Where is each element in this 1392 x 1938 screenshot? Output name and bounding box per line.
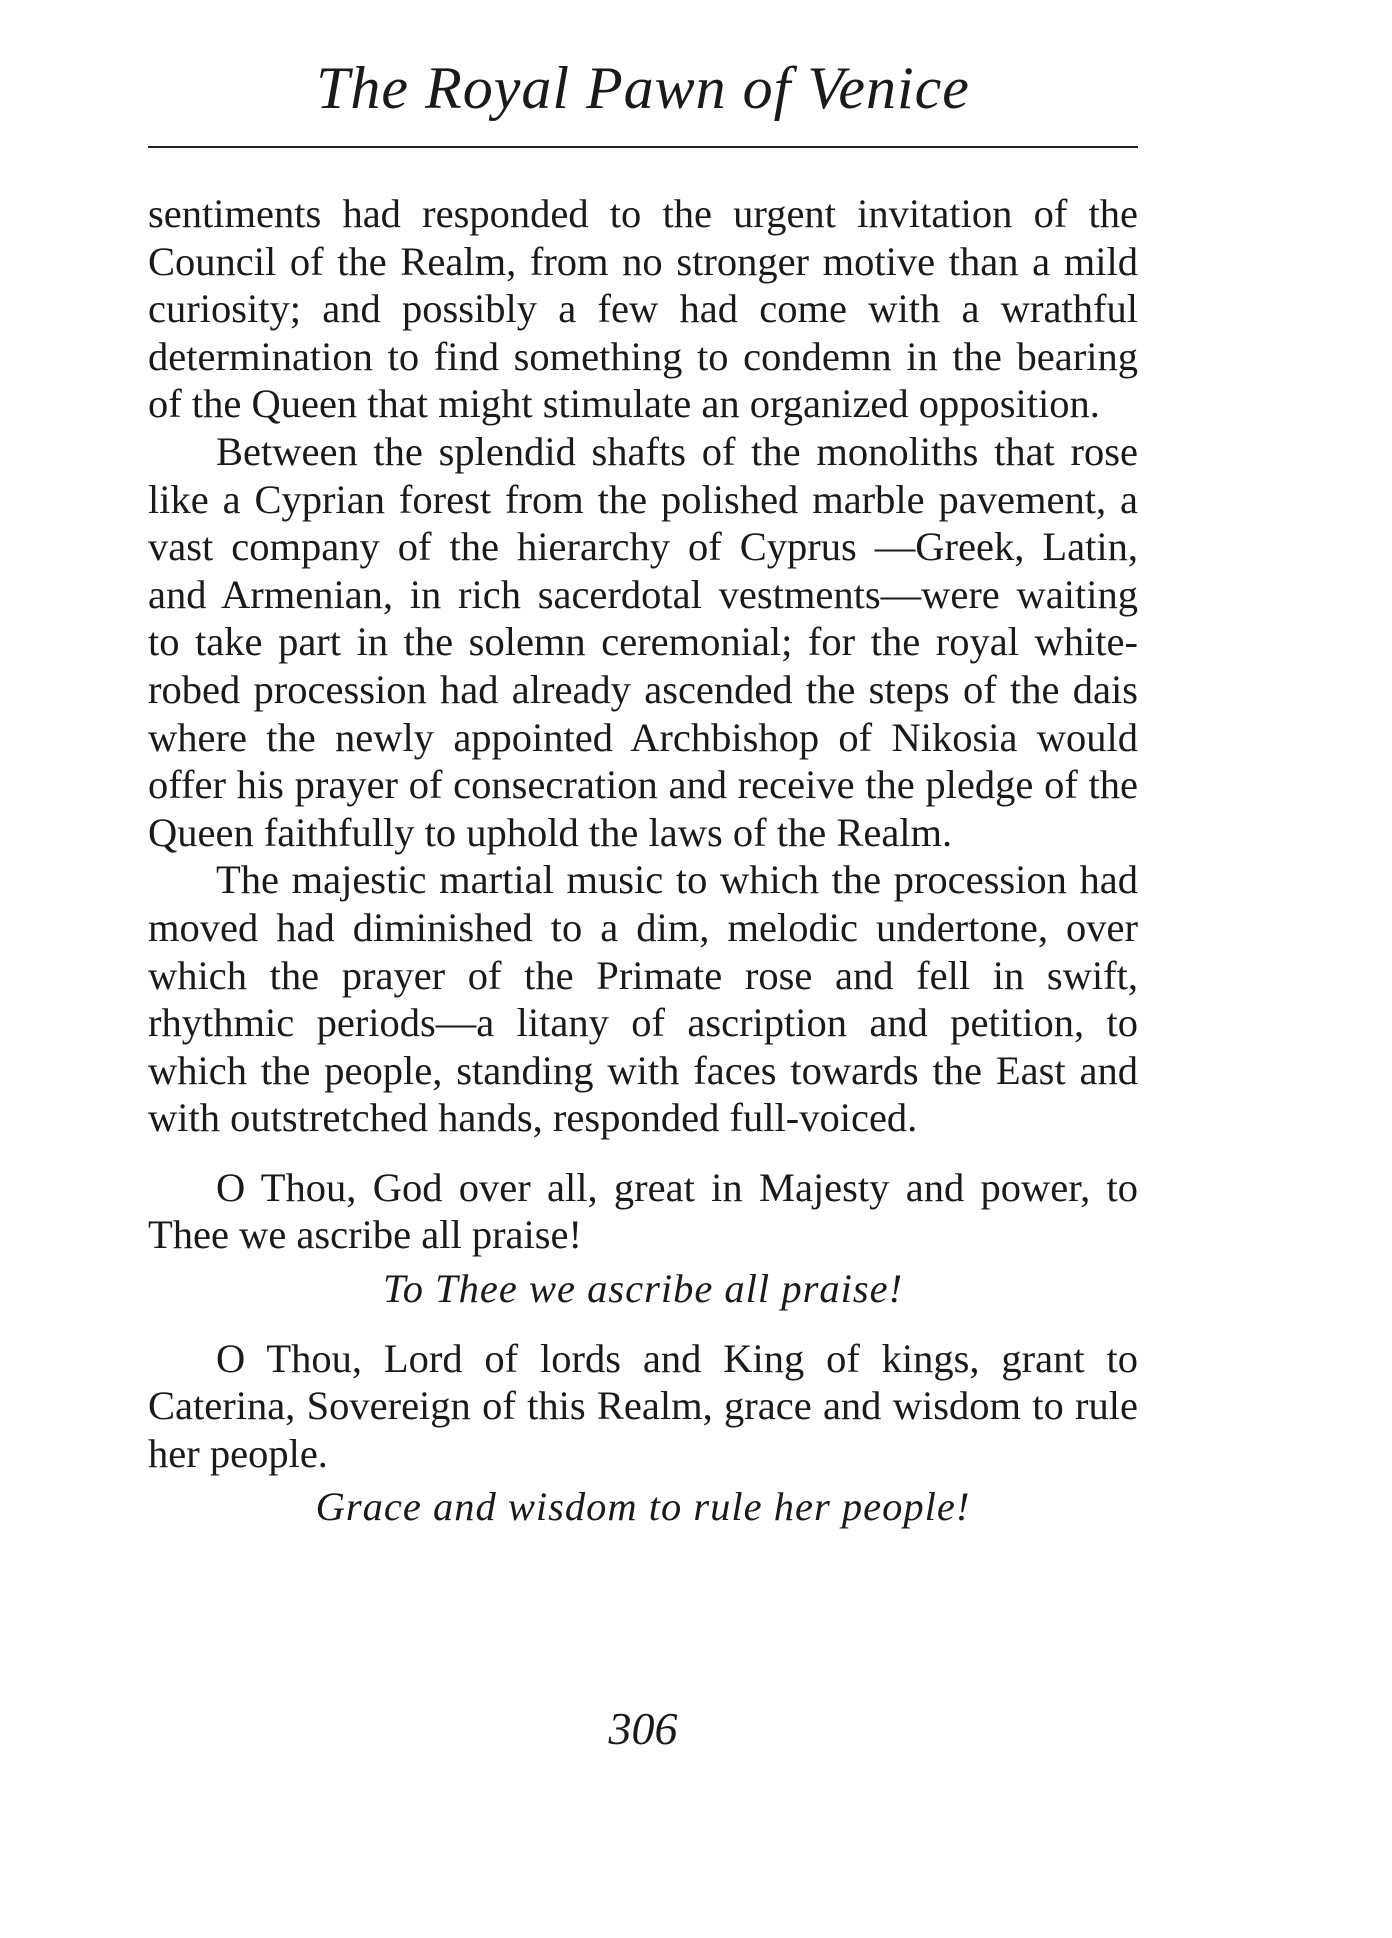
litany-response-1: To Thee we ascribe all praise! [382, 1266, 904, 1312]
litany-response-2: Grace and wisdom to rule her people! [315, 1484, 971, 1530]
paragraph-2: Between the splendid shafts of the monoliths that rose like a Cyprian forest from the polished marble pavement, a vast company of the hierarchy of Cyprus —Greek, Latin, and Armenian, in rich sacerdotal vestments—were waiting to take part in the solemn ceremonial; for the royal white-robed procession had already ascended the steps of the dais where the newly appointed Archbishop of Nikosia would offer his prayer of consecration and receive the pledge of the Queen faithfully to uphold the laws of the Realm. [148, 428, 1138, 855]
body-text [148, 190, 1138, 1531]
paragraph-3: The majestic martial music to which the procession had moved had diminished to a dim, melodic undertone, over which the prayer of the Primate rose and fell in swift, rhythmic periods—a litany of ascription and petition, to which the people, standing with faces towards the East and with outstretched hands, responded full-voiced. [148, 857, 1138, 1141]
header-rule [148, 146, 1138, 148]
litany-prayer-1: O Thou, God over all, great in Majesty and power, to Thee we ascribe all praise! [148, 1164, 1138, 1258]
book-page [148, 0, 1138, 1938]
paragraph-1: sentiments had responded to the urgent invitation of the Council of the Realm, from no stronger motive than a mild curiosity; and possibly a few had come with a wrathful determination to find something to condemn in the bearing of the Queen that might stimulate an organized opposition. [148, 191, 1138, 427]
litany-prayer-2: O Thou, Lord of lords and King of kings, grant to Caterina, Sovereign of this Realm, grace and wisdom to rule her people. [148, 1335, 1138, 1476]
running-head-title: The Royal Pawn of Venice [316, 55, 970, 121]
page-number: 306 [608, 1703, 678, 1754]
